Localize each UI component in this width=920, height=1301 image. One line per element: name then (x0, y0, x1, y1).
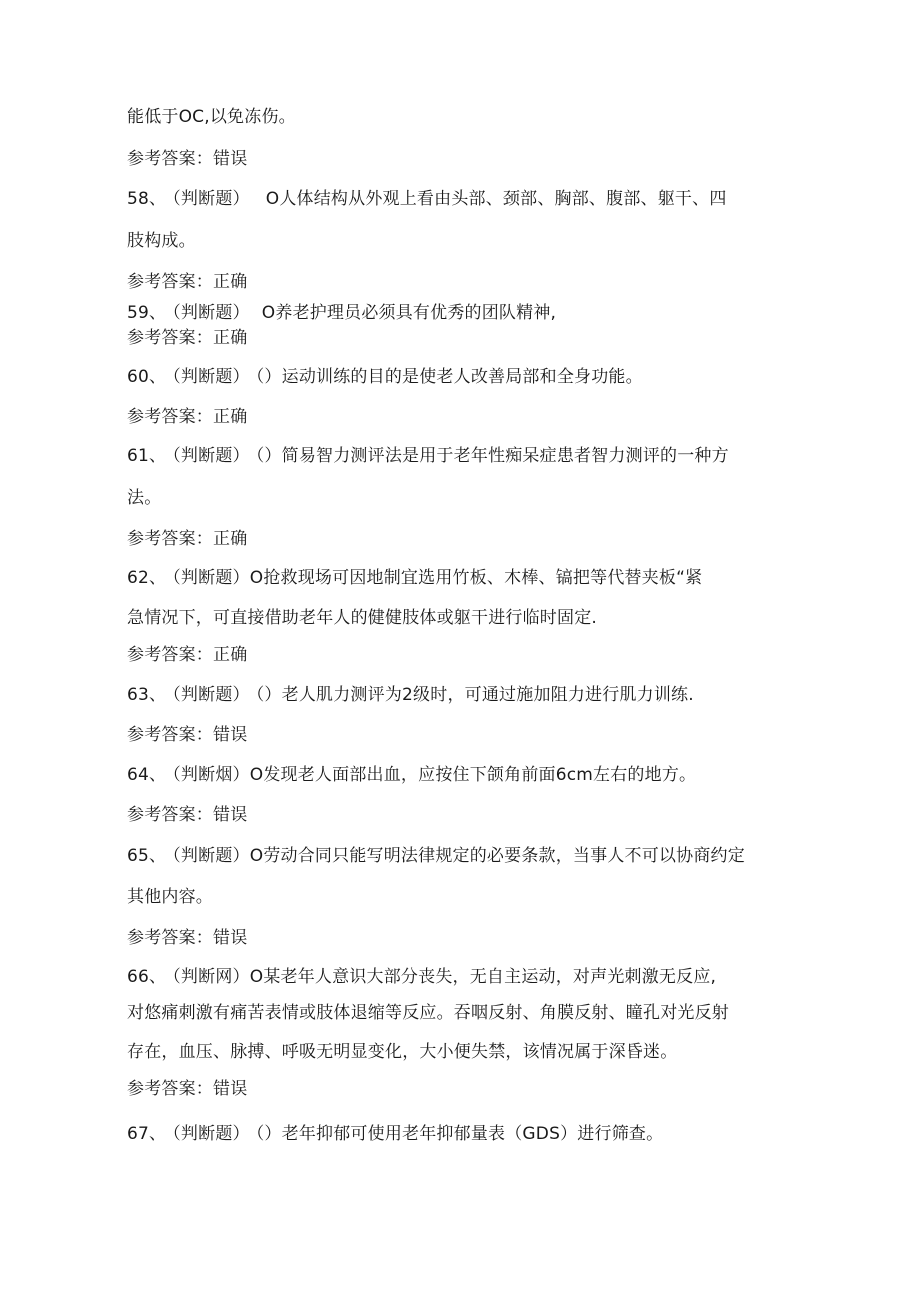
answer-value: 正确 (213, 529, 248, 549)
answer-59 (127, 327, 247, 349)
answer-value: 错误 (213, 725, 248, 745)
fragment-text: 能低于OC,以免冻伤。 (127, 107, 296, 127)
question-type: （判断题） (172, 303, 250, 323)
question-number: 58、 (127, 189, 167, 209)
question-text: （）简易智力测评法是用于老年性痴呆症患者智力测评的一种方 (255, 446, 729, 466)
question-number: 67、 (127, 1124, 167, 1144)
answer-label: 参考答案： (127, 1079, 213, 1099)
question-text: （）老年抑郁可使用老年抑郁量表（GDS）进行筛查。 (255, 1124, 664, 1144)
question-number: 62、 (127, 568, 167, 588)
question-text: O劳动合同只能写明法律规定的必要条款，当事人不可以协商约定 (249, 846, 745, 866)
answer-label: 参考答案： (127, 272, 213, 292)
question-type: （判断题） (172, 1124, 250, 1144)
question-type: （判断题） (172, 446, 250, 466)
question-61-line2: 法。 (127, 488, 162, 508)
answer-63 (127, 724, 247, 746)
answer-value: 错误 (213, 805, 248, 825)
answer-value: 错误 (213, 149, 248, 169)
answer-label: 参考答案： (127, 529, 213, 549)
answer-value: 错误 (213, 1079, 248, 1099)
question-65-line1 (127, 845, 745, 867)
answer-label: 参考答案： (127, 805, 213, 825)
question-text: O人体结构从外观上看由头部、颈部、胸部、腹部、躯干、四 (265, 189, 727, 209)
question-66-line3: 存在，血压、脉搏、呼吸无明显变化，大小便失禁，该情况属于深昏迷。 (127, 1042, 678, 1062)
question-58-line1 (127, 188, 727, 210)
question-63-line1 (127, 684, 694, 706)
question-64-line1 (127, 764, 696, 786)
question-58-line2: 肢构成。 (127, 231, 196, 251)
answer-65 (127, 927, 247, 949)
question-text: （）老人肌力测评为2级时，可通过施加阻力进行肌力训练. (255, 685, 694, 705)
question-number: 66、 (127, 967, 167, 987)
question-66-line1 (127, 966, 716, 988)
question-type: （判断题） (172, 189, 250, 209)
answer-label: 参考答案： (127, 645, 213, 665)
question-number: 61、 (127, 446, 167, 466)
question-text: （）运动训练的目的是使老人改善局部和全身功能。 (255, 367, 643, 387)
question-number: 59、 (127, 303, 167, 323)
question-62-line1 (127, 567, 702, 589)
question-67-line1 (127, 1123, 663, 1145)
answer-label: 参考答案： (127, 407, 213, 427)
question-type: （判断题） (172, 846, 250, 866)
question-65-line2: 其他内容。 (127, 887, 213, 907)
answer-66 (127, 1078, 247, 1100)
question-type: （判断题） (172, 367, 250, 387)
answer-58 (127, 271, 247, 293)
question-59-line1 (127, 302, 556, 324)
question-type: （判断网） (172, 967, 250, 987)
answer-62 (127, 644, 247, 666)
question-text: O发现老人面部出血，应按住下颌角前面6cm左右的地方。 (249, 765, 697, 785)
question-62-line2: 急情况下，可直接借助老年人的健健肢体或躯干进行临时固定. (127, 608, 598, 628)
question-number: 60、 (127, 367, 167, 387)
answer-value: 正确 (213, 407, 248, 427)
answer-value: 正确 (213, 645, 248, 665)
answer-label: 参考答案： (127, 928, 213, 948)
question-text: O养老护理员必须具有优秀的团队精神, (261, 303, 557, 323)
question-type: （判断题） (172, 685, 250, 705)
question-66-line2: 对悠痛刺激有痛苦表情或肢体退缩等反应。吞咽反射、角膜反射、瞳孔对光反射 (127, 1003, 729, 1023)
answer-label: 参考答案： (127, 149, 213, 169)
answer-64 (127, 804, 247, 826)
answer-value: 正确 (213, 328, 248, 348)
answer-57 (127, 148, 247, 170)
question-number: 65、 (127, 846, 167, 866)
question-type: （判断题） (172, 568, 250, 588)
answer-value: 正确 (213, 272, 248, 292)
answer-label: 参考答案： (127, 725, 213, 745)
answer-61 (127, 528, 247, 550)
question-number: 63、 (127, 685, 167, 705)
question-text: O抢救现场可因地制宜选用竹板、木棒、镐把等代替夹板“紧 (249, 568, 703, 588)
question-60-line1 (127, 366, 643, 388)
question-61-line1 (127, 445, 729, 467)
question-type: （判断烟） (172, 765, 250, 785)
answer-value: 错误 (213, 928, 248, 948)
question-text: O某老年人意识大部分丧失，无自主运动，对声光刺激无反应, (249, 967, 717, 987)
question-number: 64、 (127, 765, 167, 785)
answer-label: 参考答案： (127, 328, 213, 348)
answer-60 (127, 406, 247, 428)
